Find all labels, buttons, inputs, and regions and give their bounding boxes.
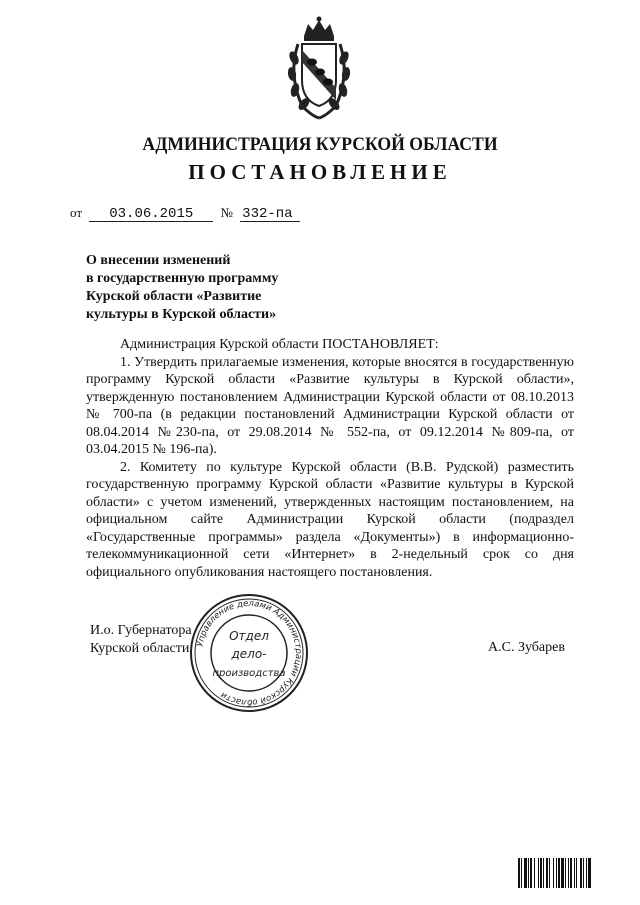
document-type-title: ПОСТАНОВЛЕНИЕ [188,160,452,184]
subject-line: Курской области «Развитие [86,289,262,304]
position-line: И.о. Губернатора [90,623,192,638]
stamp-center-line: производства [212,668,286,679]
decree-subject [86,252,278,324]
subject-line: в государственную программу [86,271,279,286]
decree-body [86,336,574,581]
date-number-line [70,205,300,222]
date-label: от [70,205,83,220]
stamp-ring-text: Управление делами Администрации Курской области [195,598,304,708]
stamp-center-line: Отдел [229,629,269,643]
signatory-position [90,622,192,658]
signatory-name: А.С. Зубарев [488,640,565,655]
stamp-center-line: дело- [231,647,267,661]
position-line: Курской области [90,641,190,656]
number-label: № [220,205,233,220]
decree-date: 03.06.2015 [89,207,213,222]
paragraph-1: 1. Утвердить прилагаемые изменения, которые вносятся в государственную программу Курской области «Развитие культуры в Курской области», утвержденную постановлением Администрации Курской области от 08.10.2013 № 700-па (в редакции постановлений Администрации Курской области от 08.04.2014 №230-па, от 29.08.2014 № 552-па, от 09.12.2014 №809-па, от 03.04.2015 № 196-па). [86,354,574,457]
organization-title: АДМИНИСТРАЦИЯ КУРСКОЙ ОБЛАСТИ [142,134,498,155]
subject-line: культуры в Курской области» [86,307,277,322]
decree-number: 332-па [240,207,300,222]
round-stamp-icon [188,592,310,714]
barcode-icon [518,858,622,888]
coat-of-arms-icon [282,14,356,122]
paragraph-2: 2. Комитету по культуре Курской области (В.В. Рудской) разместить государственную программу Курской области «Развитие культуры в Курской области» с учетом изменений, утвержденных настоящим постановлением, на официальном сайте Администрации Курской области (подраздел «Государственные программы» раздела «Документы») в информационно-телекоммуникационной сети «Интернет» в 2-недельный срок со дня официального опубликования настоящего постановления. [86,459,574,580]
intro-paragraph: Администрация Курской области ПОСТАНОВЛЯЕТ: [120,337,439,352]
subject-line: О внесении изменений [86,253,231,268]
